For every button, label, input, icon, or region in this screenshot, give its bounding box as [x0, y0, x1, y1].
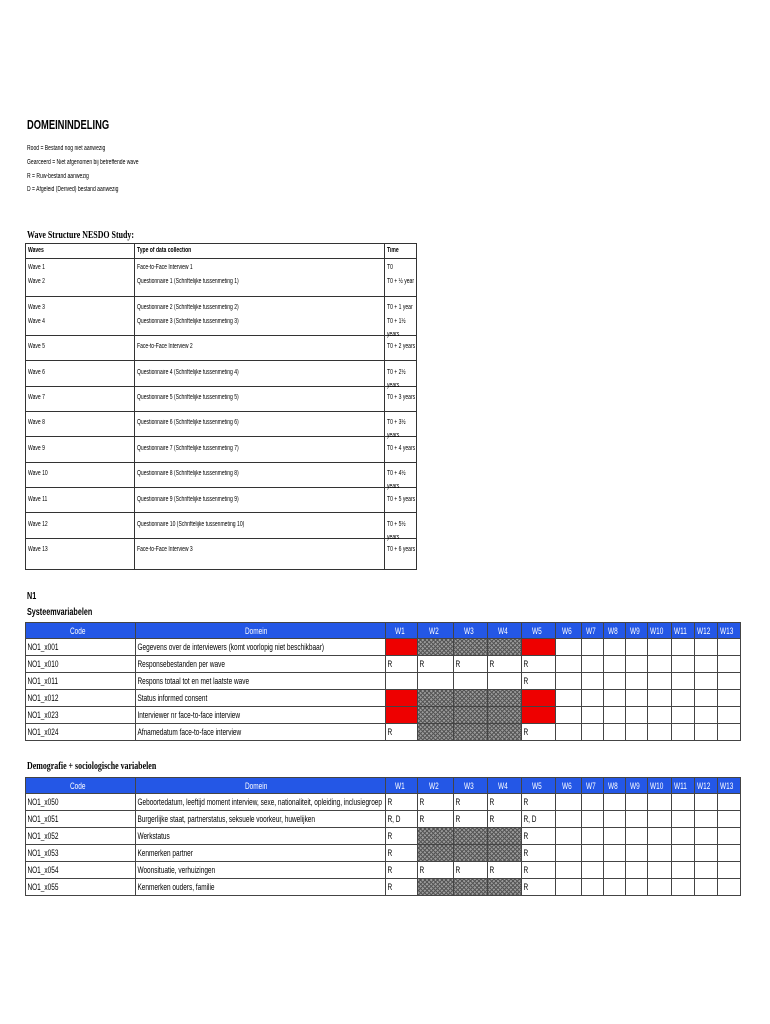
code-cell: NO1_x023	[25, 707, 136, 724]
wave-cell: R	[488, 794, 522, 811]
wave-cell	[604, 862, 626, 879]
wave-cell	[582, 794, 604, 811]
table-row	[25, 707, 741, 724]
wave-table-wave-cell: Wave 6	[28, 369, 45, 376]
wave-cell: R	[386, 845, 418, 862]
wave-cell: R	[386, 828, 418, 845]
wave-table-wave-cell: Wave 8	[28, 419, 45, 426]
wave-cell: R, D	[386, 811, 418, 828]
code-cell: NO1_x024	[25, 724, 136, 741]
wave-cell	[695, 794, 718, 811]
wave-cell	[454, 639, 488, 656]
table-row	[25, 724, 741, 741]
wave-cell: R	[418, 794, 454, 811]
column-header-code: Code	[25, 622, 136, 639]
wave-cell	[418, 639, 454, 656]
wave-table-type-cell: Questionnaire 2 (Schriftelijke tussenmeting 2)	[137, 304, 239, 311]
wave-cell	[522, 690, 556, 707]
wave-cell	[626, 862, 648, 879]
wave-table-wave-cell: Wave 7	[28, 394, 45, 401]
wave-table-row-separator	[26, 538, 416, 539]
code-cell: NO1_x050	[25, 794, 136, 811]
wave-cell	[454, 690, 488, 707]
code-cell: NO1_x054	[25, 862, 136, 879]
wave-cell	[672, 707, 695, 724]
wave-cell	[672, 879, 695, 896]
wave-table-type-cell: Face-to-Face Interview 1	[137, 264, 193, 271]
wave-cell	[556, 879, 582, 896]
wave-cell: R	[454, 794, 488, 811]
wave-cell	[672, 828, 695, 845]
column-header-w4: W4	[488, 777, 522, 794]
wave-cell: R	[386, 656, 418, 673]
wave-cell: R	[522, 724, 556, 741]
wave-cell	[718, 845, 741, 862]
wave-cell	[418, 673, 454, 690]
legend-line-derived: D = Afgeleid (Derived) bestand aanwezig	[27, 186, 119, 193]
wave-cell	[418, 724, 454, 741]
wave-cell	[648, 862, 672, 879]
table-row	[25, 845, 741, 862]
wave-cell: R	[488, 656, 522, 673]
wave-cell	[488, 639, 522, 656]
column-header-w7: W7	[582, 622, 604, 639]
wave-table-type-cell: Questionnaire 3 (Schriftelijke tussenmeting 3)	[137, 318, 239, 325]
column-header-domein: Domein	[136, 777, 386, 794]
wave-cell: R	[386, 862, 418, 879]
code-cell: NO1_x011	[25, 673, 136, 690]
wave-cell	[695, 673, 718, 690]
wave-cell: R	[386, 794, 418, 811]
wave-cell	[648, 673, 672, 690]
domein-cell: Responsebestanden per wave	[136, 656, 386, 673]
wave-cell	[648, 811, 672, 828]
wave-cell	[648, 845, 672, 862]
domein-cell: Werkstatus	[136, 828, 386, 845]
column-header-w8: W8	[604, 777, 626, 794]
table-row	[25, 879, 741, 896]
wave-cell	[648, 724, 672, 741]
wave-cell	[695, 862, 718, 879]
wave-table-type-cell: Questionnaire 8 (Schriftelijke tussenmeting 8)	[137, 470, 239, 477]
domein-cell: Geboortedatum, leeftijd moment interview, sexe, nationaliteit, opleiding, inclusiegroep	[136, 794, 386, 811]
wave-cell	[454, 724, 488, 741]
wave-cell	[582, 845, 604, 862]
wave-cell	[626, 811, 648, 828]
wave-cell	[626, 707, 648, 724]
wave-table-time-cell: T0 + 1½ years	[387, 318, 406, 338]
wave-cell	[695, 639, 718, 656]
wave-table-type-cell: Questionnaire 10 (Schriftelijke tussenmeting 10)	[137, 521, 245, 528]
domein-cell: Woonsituatie, verhuizingen	[136, 862, 386, 879]
wave-cell	[386, 690, 418, 707]
column-header-w1: W1	[386, 622, 418, 639]
wave-table-type-cell: Questionnaire 1 (Schriftelijke tussenmeting 1)	[137, 278, 239, 285]
domein-cell: Burgerlijke staat, partnerstatus, seksuele voorkeur, huwelijken	[136, 811, 386, 828]
code-cell: NO1_x053	[25, 845, 136, 862]
wave-cell: R, D	[522, 811, 556, 828]
wave-cell	[556, 690, 582, 707]
table-row	[25, 828, 741, 845]
wave-cell	[695, 845, 718, 862]
wave-cell: R	[522, 794, 556, 811]
wave-cell	[454, 673, 488, 690]
column-header-w13: W13	[718, 777, 741, 794]
table-row	[25, 656, 741, 673]
wave-cell	[582, 724, 604, 741]
column-header-w6: W6	[556, 622, 582, 639]
column-header-w9: W9	[626, 622, 648, 639]
column-header-w12: W12	[695, 622, 718, 639]
domein-cell: Kenmerken ouders, familie	[136, 879, 386, 896]
wave-table-time-cell: T0 + 1 year	[387, 304, 413, 311]
wave-cell	[582, 673, 604, 690]
wave-cell	[386, 707, 418, 724]
wave-cell	[604, 690, 626, 707]
domein-cell: Kenmerken partner	[136, 845, 386, 862]
wave-table-row-separator	[26, 462, 416, 463]
table-row	[25, 639, 741, 656]
column-header-w11: W11	[672, 622, 695, 639]
domain-table-header-row	[25, 777, 741, 794]
column-header-w5: W5	[522, 777, 556, 794]
wave-cell	[604, 656, 626, 673]
wave-table-row-separator	[26, 436, 416, 437]
wave-table-wave-cell: Wave 1	[28, 264, 45, 271]
wave-cell	[648, 656, 672, 673]
wave-table-header-cell: Waves	[28, 247, 44, 254]
code-cell: NO1_x001	[25, 639, 136, 656]
wave-cell	[718, 794, 741, 811]
wave-cell: R	[488, 811, 522, 828]
wave-cell	[695, 724, 718, 741]
wave-table-wave-cell: Wave 2	[28, 278, 45, 285]
column-header-w10: W10	[648, 777, 672, 794]
wave-cell	[718, 828, 741, 845]
wave-table-time-cell: T0 + 5½ years	[387, 521, 406, 541]
wave-cell	[604, 879, 626, 896]
wave-cell	[718, 690, 741, 707]
domein-cell: Afnamedatum face-to-face interview	[136, 724, 386, 741]
wave-cell	[695, 811, 718, 828]
wave-cell	[626, 656, 648, 673]
wave-cell	[556, 673, 582, 690]
table-row	[25, 673, 741, 690]
wave-cell	[488, 724, 522, 741]
wave-cell: R	[522, 673, 556, 690]
wave-cell	[556, 639, 582, 656]
wave-cell: R	[522, 862, 556, 879]
wave-cell	[648, 639, 672, 656]
wave-cell	[556, 845, 582, 862]
wave-cell	[556, 724, 582, 741]
code-cell: NO1_x052	[25, 828, 136, 845]
wave-cell	[626, 794, 648, 811]
wave-cell	[604, 828, 626, 845]
wave-cell	[488, 673, 522, 690]
domain-table-header-row	[25, 622, 741, 639]
column-header-w3: W3	[454, 622, 488, 639]
wave-structure-title: Wave Structure NESDO Study:	[27, 229, 135, 241]
wave-table-type-cell: Questionnaire 6 (Schriftelijke tussenmeting 6)	[137, 419, 239, 426]
domein-cell: Interviewer nr face-to-face interview	[136, 707, 386, 724]
wave-cell	[626, 673, 648, 690]
code-cell: NO1_x051	[25, 811, 136, 828]
wave-cell	[718, 724, 741, 741]
wave-cell	[672, 690, 695, 707]
wave-cell	[626, 845, 648, 862]
legend-line-raw: R = Ruw-bestand aanwezig	[27, 173, 89, 180]
wave-cell	[582, 690, 604, 707]
wave-cell	[672, 724, 695, 741]
wave-cell	[672, 639, 695, 656]
wave-table-wave-cell: Wave 13	[28, 546, 48, 553]
column-header-w2: W2	[418, 622, 454, 639]
wave-cell	[488, 845, 522, 862]
legend-line-red: Rood = Bestand nog niet aanwezig	[27, 145, 106, 152]
wave-table-type-cell: Questionnaire 7 (Schriftelijke tussenmeting 7)	[137, 445, 239, 452]
wave-table-time-cell: T0 + ½ year	[387, 278, 415, 285]
wave-table-header-cell: Type of data collection	[137, 247, 192, 254]
wave-cell	[582, 639, 604, 656]
column-header-domein: Domein	[136, 622, 386, 639]
wave-table-row-separator	[26, 296, 416, 297]
wave-cell: R	[386, 879, 418, 896]
section-subheading-systeemvariabelen: Systeemvariabelen	[27, 607, 93, 618]
wave-cell	[672, 794, 695, 811]
wave-cell: R	[522, 828, 556, 845]
wave-cell	[718, 862, 741, 879]
wave-cell	[522, 639, 556, 656]
column-header-w5: W5	[522, 622, 556, 639]
wave-cell: R	[418, 862, 454, 879]
wave-cell	[386, 639, 418, 656]
wave-cell	[718, 707, 741, 724]
table-row	[25, 862, 741, 879]
table-row	[25, 811, 741, 828]
wave-table-type-cell: Questionnaire 9 (Schriftelijke tussenmeting 9)	[137, 496, 239, 503]
wave-cell	[718, 639, 741, 656]
wave-cell	[418, 879, 454, 896]
wave-table-row-separator	[26, 335, 416, 336]
column-header-w8: W8	[604, 622, 626, 639]
wave-cell	[522, 707, 556, 724]
wave-cell	[386, 673, 418, 690]
column-header-w6: W6	[556, 777, 582, 794]
wave-cell	[648, 690, 672, 707]
wave-table-time-cell: T0 + 2½ years	[387, 369, 406, 389]
column-header-w7: W7	[582, 777, 604, 794]
wave-cell	[556, 862, 582, 879]
wave-cell	[626, 724, 648, 741]
wave-cell	[454, 879, 488, 896]
wave-cell	[582, 811, 604, 828]
wave-cell	[626, 879, 648, 896]
wave-cell	[718, 811, 741, 828]
column-header-w13: W13	[718, 622, 741, 639]
wave-cell: R	[418, 656, 454, 673]
wave-cell	[604, 794, 626, 811]
wave-table-type-cell: Face-to-Face Interview 3	[137, 546, 193, 553]
wave-table-wave-cell: Wave 11	[28, 496, 48, 503]
wave-cell	[582, 879, 604, 896]
wave-cell	[672, 811, 695, 828]
wave-cell	[604, 811, 626, 828]
wave-cell	[604, 707, 626, 724]
wave-cell	[648, 707, 672, 724]
column-header-w10: W10	[648, 622, 672, 639]
wave-table-time-cell: T0 + 3½ years	[387, 419, 406, 439]
column-header-w4: W4	[488, 622, 522, 639]
table-row	[25, 794, 741, 811]
wave-cell	[695, 828, 718, 845]
wave-cell	[556, 811, 582, 828]
wave-cell	[695, 690, 718, 707]
wave-table-time-cell: T0 + 4½ years	[387, 470, 406, 490]
wave-table-type-cell: Face-to-Face Interview 2	[137, 343, 193, 350]
wave-cell: R	[418, 811, 454, 828]
wave-cell	[695, 707, 718, 724]
wave-cell	[718, 656, 741, 673]
wave-table-row-separator	[26, 487, 416, 488]
wave-cell	[454, 707, 488, 724]
wave-table-row-separator	[26, 386, 416, 387]
wave-cell	[672, 845, 695, 862]
wave-cell	[418, 690, 454, 707]
wave-table-wave-cell: Wave 12	[28, 521, 48, 528]
wave-table-time-cell: T0 + 5 years	[387, 496, 416, 503]
wave-cell	[626, 690, 648, 707]
wave-cell	[626, 828, 648, 845]
page-title: DOMEININDELING	[27, 117, 110, 132]
wave-cell	[672, 673, 695, 690]
wave-table-header-cell: Time	[387, 247, 399, 254]
wave-table-column-divider	[384, 244, 385, 569]
wave-cell	[695, 879, 718, 896]
wave-cell	[718, 879, 741, 896]
wave-table-wave-cell: Wave 3	[28, 304, 45, 311]
wave-table-time-cell: T0	[387, 264, 393, 271]
wave-cell: R	[522, 845, 556, 862]
wave-cell	[626, 639, 648, 656]
wave-cell: R	[454, 862, 488, 879]
wave-cell: R	[488, 862, 522, 879]
wave-cell	[648, 794, 672, 811]
wave-cell	[648, 879, 672, 896]
wave-structure-table	[25, 243, 417, 570]
domein-cell: Status informed consent	[136, 690, 386, 707]
wave-table-row-separator	[26, 360, 416, 361]
wave-cell	[418, 828, 454, 845]
code-cell: NO1_x012	[25, 690, 136, 707]
wave-table-wave-cell: Wave 4	[28, 318, 45, 325]
column-header-w2: W2	[418, 777, 454, 794]
wave-table-wave-cell: Wave 5	[28, 343, 45, 350]
wave-cell	[604, 845, 626, 862]
wave-cell: R	[522, 879, 556, 896]
wave-cell: R	[454, 811, 488, 828]
wave-table-row-separator	[26, 512, 416, 513]
wave-cell	[488, 828, 522, 845]
wave-table-wave-cell: Wave 10	[28, 470, 48, 477]
wave-cell: R	[386, 724, 418, 741]
wave-cell	[556, 794, 582, 811]
wave-cell	[418, 845, 454, 862]
column-header-w12: W12	[695, 777, 718, 794]
legend-line-hatched: Gearceerd = Niet afgenomen bij betreffende wave	[27, 159, 139, 166]
wave-cell	[604, 724, 626, 741]
wave-table-row-separator	[26, 411, 416, 412]
wave-cell: R	[522, 656, 556, 673]
wave-table-time-cell: T0 + 3 years	[387, 394, 416, 401]
wave-cell	[672, 656, 695, 673]
wave-table-type-cell: Questionnaire 5 (Schriftelijke tussenmeting 5)	[137, 394, 239, 401]
wave-cell	[718, 673, 741, 690]
wave-cell	[556, 707, 582, 724]
column-header-w9: W9	[626, 777, 648, 794]
column-header-w1: W1	[386, 777, 418, 794]
wave-cell	[582, 862, 604, 879]
wave-cell	[556, 656, 582, 673]
column-header-w11: W11	[672, 777, 695, 794]
wave-table-wave-cell: Wave 9	[28, 445, 45, 452]
wave-cell	[695, 656, 718, 673]
wave-cell: R	[454, 656, 488, 673]
wave-cell	[556, 828, 582, 845]
wave-cell	[648, 828, 672, 845]
domein-cell: Respons totaal tot en met laatste wave	[136, 673, 386, 690]
wave-cell	[488, 707, 522, 724]
wave-cell	[454, 845, 488, 862]
wave-table-column-divider	[134, 244, 135, 569]
code-cell: NO1_x010	[25, 656, 136, 673]
wave-cell	[454, 828, 488, 845]
wave-cell	[672, 862, 695, 879]
code-cell: NO1_x055	[25, 879, 136, 896]
wave-table-time-cell: T0 + 6 years	[387, 546, 416, 553]
section-heading-n1: N1	[27, 591, 37, 602]
wave-cell	[582, 828, 604, 845]
wave-cell	[604, 673, 626, 690]
wave-cell	[582, 656, 604, 673]
wave-cell	[582, 707, 604, 724]
column-header-code: Code	[25, 777, 136, 794]
wave-table-time-cell: T0 + 4 years	[387, 445, 416, 452]
wave-cell	[488, 690, 522, 707]
column-header-w3: W3	[454, 777, 488, 794]
section-subheading-demografie: Demografie + sociologische variabelen	[27, 760, 157, 772]
wave-table-header	[26, 244, 416, 259]
domein-cell: Gegevens over de interviewers (komt voorlopig niet beschikbaar)	[136, 639, 386, 656]
wave-cell	[488, 879, 522, 896]
wave-cell	[604, 639, 626, 656]
wave-table-time-cell: T0 + 2 years	[387, 343, 416, 350]
wave-table-type-cell: Questionnaire 4 (Schriftelijke tussenmeting 4)	[137, 369, 239, 376]
wave-cell	[418, 707, 454, 724]
table-row	[25, 690, 741, 707]
